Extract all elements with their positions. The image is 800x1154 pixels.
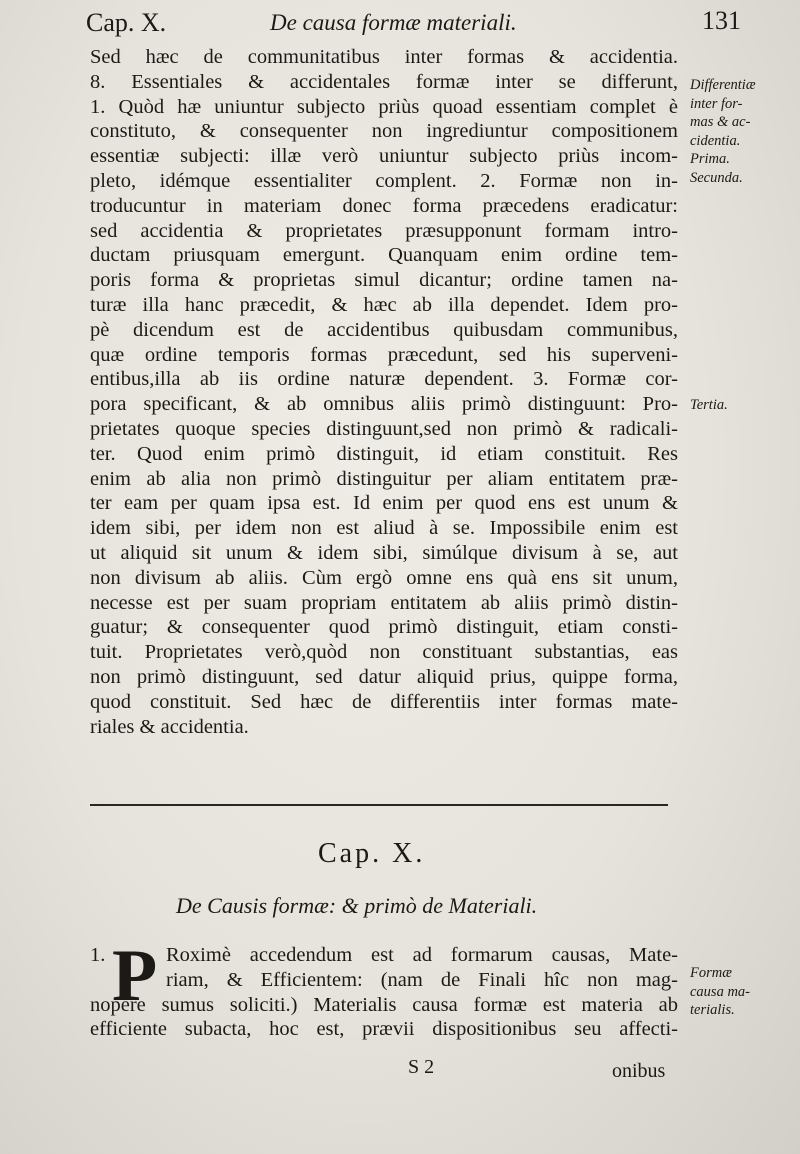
text-line: prietates quoque species distinguunt,sed non primò & radicali- [90, 417, 678, 440]
chapter-heading: Cap. X. [318, 838, 426, 869]
text-line: entibus,illa ab iis ordine naturæ dependent. 3. Formæ cor- [90, 368, 678, 391]
text-line: tuit. Proprietates verò,quòd non constituant substantias, eas [90, 641, 678, 664]
text-line: riam, & Efficientem: (nam de Finali hîc non mag- [166, 968, 678, 991]
text-line: riales & accidentia. [90, 715, 249, 738]
text-line: guatur; & consequenter quod primò distinguit, etiam consti- [90, 616, 678, 639]
text-line: Roximè accedendum est ad formarum causas, Mate- [166, 944, 678, 966]
chapter-subtitle: De Causis formæ: & primò de Materiali. [176, 893, 538, 918]
text-line: idem sibi, per idem non est aliud à se. Impossibile enim est [90, 517, 678, 540]
section-1-text [90, 45, 678, 739]
margin-note-line: Differentiæ [690, 77, 756, 93]
section-divider [90, 804, 668, 806]
text-line: 1. Quòd hæ uniuntur subjecto priùs quoad essentiam complet è [90, 95, 678, 118]
catchword: onibus [612, 1060, 666, 1082]
text-line: constituto, & consequenter non ingrediuntur compositionem [90, 120, 678, 143]
header-chapter: Cap. X. [86, 8, 167, 37]
text-line: non primò distinguunt, sed datur aliquid prius, quippe forma, [90, 665, 678, 688]
section-2-text [90, 935, 678, 1042]
text-line: efficiente subacta, hoc est, prævii dispositionibus seu affecti- [90, 1018, 678, 1041]
margin-note-line: Prima. [690, 151, 730, 167]
text-line: Sed hæc de communitatibus inter formas & accidentia. [90, 46, 678, 68]
text-line: ter. Quod enim primò distinguit, id etiam constituit. Res [90, 442, 678, 465]
text-line: 8. Essentiales & accidentales formæ inter se differunt, [90, 70, 678, 93]
text-line: pè dicendum est de accidentibus quibusdam communibus, [90, 318, 678, 341]
margin-note-formae-causa [690, 964, 750, 1020]
text-line: turæ illa hanc præcedit, & hæc ab illa dependet. Idem pro- [90, 293, 678, 316]
text-line: ut aliquid sit unum & idem sibi, simúlque divisum à se, aut [90, 541, 678, 564]
text-line: non divisum ab aliis. Cùm ergò omne ens quà ens sit unum, [90, 566, 678, 589]
text-line: poris forma & proprietas simul dicantur; ordine tamen na- [90, 269, 678, 292]
text-line: quæ ordine temporis formas præcedunt, sed his superveni- [90, 343, 678, 366]
margin-note-differentiae [690, 76, 756, 187]
text-line: sed accidentia & proprietates præsupponunt formam intro- [90, 219, 678, 242]
margin-note-line: Formæ [690, 965, 732, 981]
text-line: essentiæ subjecti: illæ verò uniuntur subjecto priùs incom- [90, 145, 678, 168]
margin-note-line: Tertia. [690, 397, 728, 413]
text-line: quod constituit. Sed hæc de differentiis inter formas mate- [90, 690, 678, 713]
page-number: 131 [702, 6, 741, 35]
text-line: necesse est per suam propriam entitatem ab aliis primò distin- [90, 591, 678, 614]
drop-cap: P [112, 935, 158, 1017]
margin-note-tertia [690, 396, 728, 415]
margin-note-line: causa ma- [690, 983, 751, 1000]
text-line: ductam priusquam emergunt. Quanquam enim ordine tem- [90, 244, 678, 267]
text-line: troducuntur in materiam donec forma præcedens eradicatur: [90, 194, 678, 217]
text-line: enim ab alia non primò distinguitur per aliam entitatem præ- [90, 467, 678, 490]
text-line: pora specificant, & ab omnibus aliis primò distinguunt: Pro- [90, 393, 678, 416]
running-title: De causa formæ materiali. [270, 10, 517, 35]
text-line: ter eam per quam ipsa est. Id enim per quod ens est unum & [90, 492, 678, 515]
margin-note-line: inter for- [690, 95, 743, 112]
signature-mark: S 2 [408, 1056, 435, 1078]
margin-note-line: cidentia. [690, 132, 741, 149]
margin-note-line: mas & ac- [690, 114, 751, 130]
margin-note-line: Secunda. [690, 169, 743, 186]
text-line: pleto, idémque essentialiter complent. 2. Formæ non in- [90, 169, 678, 192]
paragraph-number: 1. [90, 944, 106, 966]
text-line: nopere sumus soliciti.) Materialis causa formæ est materia ab [90, 993, 678, 1016]
margin-note-line: terialis. [690, 1002, 735, 1018]
